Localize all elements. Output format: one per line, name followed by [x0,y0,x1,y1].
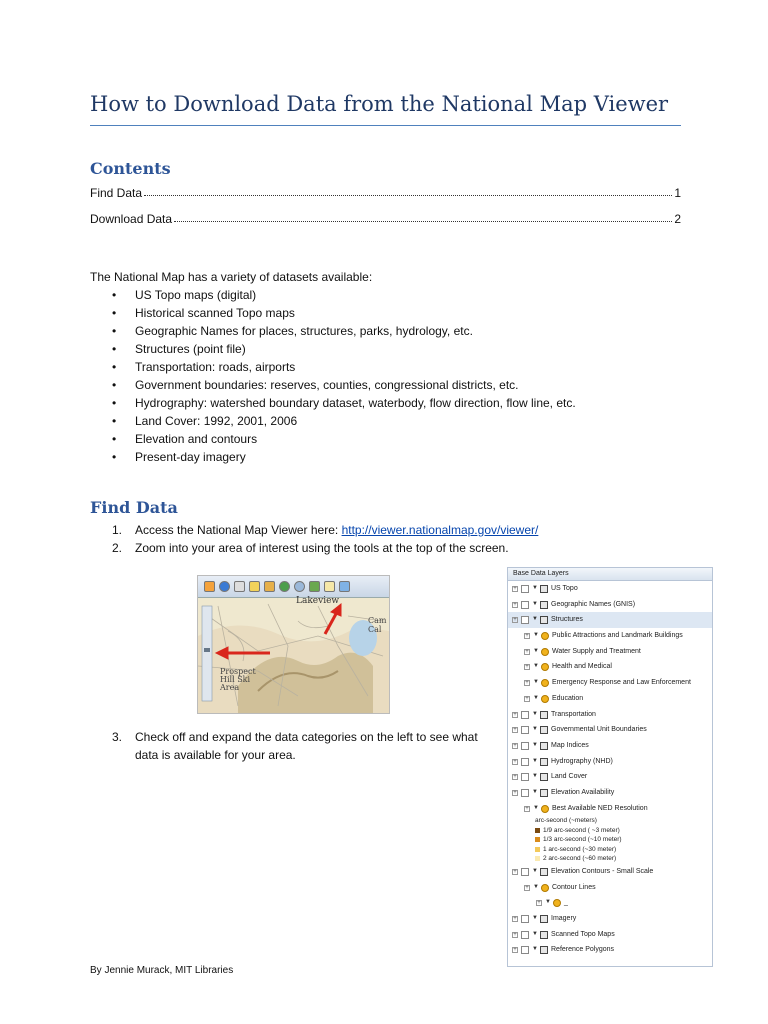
toc-leader [174,221,672,222]
layer-checkbox[interactable] [521,789,529,797]
layer-icon [540,931,548,939]
chevron-down-icon[interactable]: ▼ [532,600,538,607]
layer-icon [540,726,548,734]
chevron-down-icon[interactable]: ▼ [532,867,538,874]
chevron-down-icon[interactable]: ▼ [545,899,551,906]
layer-checkbox[interactable] [521,585,529,593]
chevron-down-icon[interactable]: ▼ [533,694,539,701]
layer-label: Hydrography (NHD) [551,757,613,765]
chevron-down-icon[interactable]: ▼ [532,757,538,764]
layer-icon [540,789,548,797]
list-item: • US Topo maps (digital) [90,286,690,304]
layer-label: Best Available NED Resolution [552,804,648,812]
chevron-down-icon[interactable]: ▼ [532,726,538,733]
chevron-down-icon[interactable]: ▼ [533,804,539,811]
layer-row[interactable] [508,612,712,628]
step-number: 2. [112,541,123,555]
sublayer-icon [541,695,549,703]
list-item: • Hydrography: watershed boundary dataset, waterbody, flow direction, flow line, etc. [90,394,690,412]
step-item [90,521,710,539]
layer-row[interactable] [508,675,712,691]
toc-entry-download-data[interactable] [90,208,681,226]
layer-label: Education [552,694,584,702]
expand-icon[interactable]: + [513,758,517,765]
map-label-top: Lakeview [296,596,340,606]
chevron-down-icon[interactable]: ▼ [532,914,538,921]
expand-icon[interactable]: + [525,664,529,671]
expand-icon[interactable]: + [525,680,529,687]
expand-icon[interactable]: + [513,789,517,796]
step-number: 3. [112,730,123,744]
arrow-annotations [198,576,389,713]
base-data-layers-panel [507,567,713,967]
layer-checkbox[interactable] [521,711,529,719]
expand-icon[interactable]: + [537,900,541,907]
layer-row[interactable] [508,754,712,770]
layer-icon [540,742,548,750]
sublayer-icon [541,679,549,687]
layer-icon [540,915,548,923]
legend-item [508,826,712,836]
layer-label: Health and Medical [552,663,612,671]
legend-label: 1 arc-second (~30 meter) [543,845,617,853]
chevron-down-icon[interactable]: ▼ [532,946,538,953]
panel-header: Base Data Layers [508,568,712,581]
layer-checkbox[interactable] [521,946,529,954]
expand-icon[interactable]: + [525,695,529,702]
page-title: How to Download Data from the National Map Viewer [90,92,669,116]
toc-label: Find Data [90,186,143,200]
legend-swatch [535,847,540,852]
contents-heading: Contents [90,159,171,178]
steps-list-cont [90,728,490,764]
layer-checkbox[interactable] [521,931,529,939]
list-item: • Transportation: roads, airports [90,358,690,376]
step-item [90,539,710,557]
layer-label: US Topo [551,585,578,592]
chevron-down-icon[interactable]: ▼ [532,616,538,623]
layer-checkbox[interactable] [521,758,529,766]
chevron-down-icon[interactable]: ▼ [533,647,539,654]
layer-row[interactable] [508,597,712,613]
title-divider [90,125,681,126]
legend-swatch [535,837,540,842]
intro-text: The National Map has a variety of datasets available: [90,270,373,284]
legend-label: 1/9 arc-second ( ~3 meter) [543,826,620,834]
layer-row[interactable] [508,927,712,943]
layer-icon [540,711,548,719]
layer-label: Governmental Unit Boundaries [551,726,647,734]
legend-item [508,835,712,845]
layer-label: Geographic Names (GNIS) [551,600,636,608]
layer-row[interactable] [508,769,712,785]
expand-icon[interactable]: + [513,727,517,734]
toc-leader [144,195,672,196]
step-text: Zoom into your area of interest using the tools at the top of the screen. [135,541,509,555]
find-data-heading: Find Data [90,498,178,517]
layer-row[interactable] [508,801,712,817]
step-item [90,728,490,764]
layer-label: Contour Lines [552,883,596,891]
steps-list [90,521,710,557]
expand-icon[interactable]: + [513,947,517,954]
map-label-left: Prospect Hill Ski Area [220,667,256,692]
sublayer-icon [541,884,549,892]
layer-row[interactable] [508,691,712,707]
toc-page: 2 [674,212,681,226]
expand-icon[interactable]: + [513,586,517,592]
layer-icon [540,946,548,954]
layer-label: Elevation Contours - Small Scale [551,867,654,875]
layer-label: Water Supply and Treatment [552,647,641,655]
layer-icon [540,616,548,624]
expand-icon[interactable]: + [513,617,517,624]
layer-row[interactable] [508,659,712,675]
layer-row[interactable] [508,628,712,644]
expand-icon[interactable]: + [513,711,517,718]
layer-checkbox[interactable] [521,742,529,750]
layer-row[interactable] [508,707,712,723]
layer-row[interactable] [508,644,712,660]
expand-icon[interactable]: + [525,884,529,891]
list-item: • Land Cover: 1992, 2001, 2006 [90,412,690,430]
layers-tree [508,581,712,958]
layer-row[interactable] [508,738,712,754]
expand-icon[interactable]: + [513,774,517,781]
layer-row[interactable] [508,880,712,896]
chevron-down-icon[interactable]: ▼ [533,663,539,670]
layer-label: _ [564,899,568,907]
toc-page: 1 [674,186,681,200]
layer-row[interactable] [508,911,712,927]
layer-row[interactable] [508,864,712,880]
layer-icon [540,585,548,593]
chevron-down-icon[interactable]: ▼ [532,788,538,795]
layer-checkbox[interactable] [521,601,529,609]
layer-icon [540,758,548,766]
expand-icon[interactable]: + [525,805,529,812]
list-item: • Government boundaries: reserves, counties, congressional districts, etc. [90,376,690,394]
expand-icon[interactable]: + [525,633,529,640]
expand-icon[interactable]: + [513,742,517,749]
layer-label: Elevation Availability [551,788,615,796]
toc-label: Download Data [90,212,173,226]
layer-label: Public Attractions and Landmark Buildings [552,632,683,640]
legend-item [508,854,712,864]
layer-row[interactable] [508,722,712,738]
layer-label: Map Indices [551,741,589,749]
legend-label: 2 arc-second (~60 meter) [543,855,617,863]
list-item: • Historical scanned Topo maps [90,304,690,322]
list-item: • Geographic Names for places, structures, parks, hydrology, etc. [90,322,690,340]
list-item: • Structures (point file) [90,340,690,358]
layer-checkbox[interactable] [521,616,529,624]
chevron-down-icon[interactable]: ▼ [533,883,539,890]
toc-entry-find-data[interactable] [90,182,681,200]
layer-label: Scanned Topo Maps [551,930,615,938]
step-text: Access the National Map Viewer here: [135,523,342,537]
layer-row[interactable] [508,942,712,958]
chevron-down-icon[interactable]: ▼ [532,585,538,591]
layer-row[interactable] [508,785,712,801]
legend-title: arc-second (~meters) [535,817,597,825]
layer-icon [540,601,548,609]
chevron-down-icon[interactable]: ▼ [532,741,538,748]
expand-icon[interactable]: + [513,915,517,922]
dataset-list [90,286,690,466]
expand-icon[interactable]: + [513,868,517,875]
chevron-down-icon[interactable]: ▼ [532,773,538,780]
chevron-down-icon[interactable]: ▼ [532,710,538,717]
step-number: 1. [112,523,123,537]
layer-icon [540,773,548,781]
step-text: Check off and expand the data categories on the left to see what data is available for your area. [135,730,478,762]
layer-label: Reference Polygons [551,946,615,954]
layer-row[interactable] [508,895,712,911]
map-screenshot [197,575,390,714]
layer-checkbox[interactable] [521,915,529,923]
expand-icon[interactable]: + [513,931,517,938]
sublayer-icon [541,805,549,813]
legend-label: 1/3 arc-second (~10 meter) [543,836,622,844]
chevron-down-icon[interactable]: ▼ [532,930,538,937]
layer-checkbox[interactable] [521,726,529,734]
layer-checkbox[interactable] [521,773,529,781]
layer-checkbox[interactable] [521,868,529,876]
sublayer-icon [541,632,549,640]
expand-icon[interactable]: + [525,648,529,655]
sublayer-icon [541,648,549,656]
map-label-right: Cam Cal [368,616,387,634]
list-item: • Elevation and contours [90,430,690,448]
layer-icon [540,868,548,876]
list-item: • Present-day imagery [90,448,690,466]
layer-row[interactable] [508,581,712,597]
layer-label: Imagery [551,914,577,922]
viewer-link[interactable]: http://viewer.nationalmap.gov/viewer/ [341,523,539,537]
sublayer-icon [553,899,561,907]
layer-label: Emergency Response and Law Enforcement [552,679,691,687]
footer-credit: By Jennie Murack, MIT Libraries [90,965,234,976]
layer-label: Structures [551,616,583,624]
legend-swatch [535,856,540,861]
legend-swatch [535,828,540,833]
layer-label: Land Cover [551,773,588,781]
chevron-down-icon[interactable]: ▼ [533,679,539,686]
expand-icon[interactable]: + [513,601,517,608]
sublayer-icon [541,663,549,671]
chevron-down-icon[interactable]: ▼ [533,632,539,639]
layer-label: Transportation [551,710,596,718]
legend-item [508,845,712,855]
